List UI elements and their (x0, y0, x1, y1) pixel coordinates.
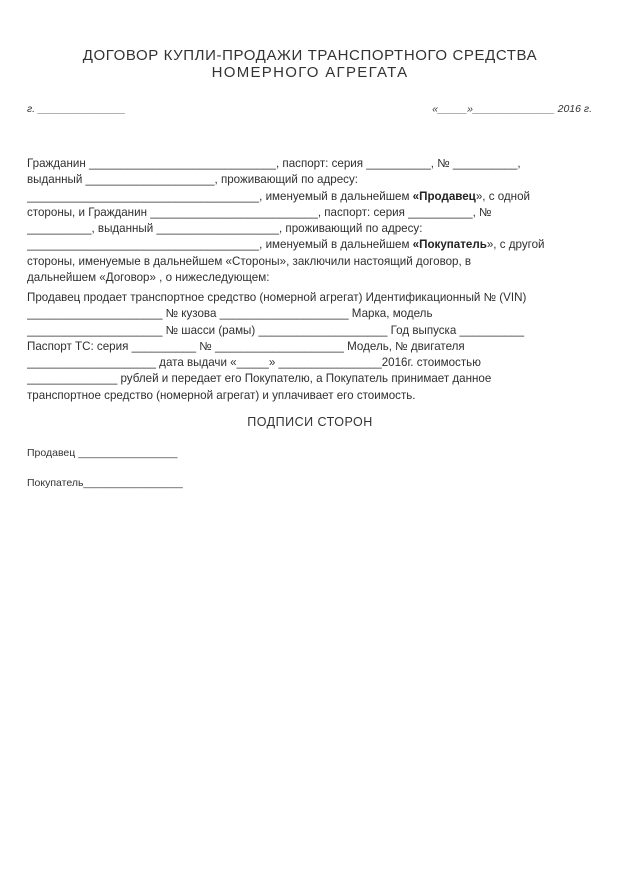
parties-line-part: ____________________________________, именуемый в дальнейшем (27, 238, 413, 252)
parties-line: ____________________________________, именуемый в дальнейшем «Покупатель», с другой (27, 238, 545, 252)
subject-line: Продавец продает транспортное средство (номерной агрегат) Идентификационный № (VIN) (27, 291, 527, 304)
parties-line-part: », с одной (475, 189, 531, 203)
parties-line-part: », с другой (486, 238, 545, 252)
seller-role: Продавец (419, 189, 476, 203)
document-title (0, 47, 620, 81)
subject-line: транспортное средство (номерной агрегат) и уплачивает его стоимость. (27, 388, 416, 402)
parties-line: ____________________________________, именуемый в дальнейшем «Продавец», с одной (27, 189, 531, 203)
date-field: «_____»______________ 2016 г. (432, 103, 592, 115)
title-line-1: ДОГОВОР КУПЛИ-ПРОДАЖИ ТРАНСПОРТНОГО СРЕДСТВА (82, 47, 538, 64)
subject-paragraph (27, 290, 587, 404)
parties-line: выданный ____________________, проживающий по адресу: (27, 173, 358, 187)
subject-line: ______________ рублей и передает его Покупателю, а Покупатель принимает данное (27, 372, 492, 386)
seller-signature-line: Продавец _________________ (27, 447, 178, 459)
subject-line: ____________________ дата выдачи «_____» ________________2016г. стоимостью (27, 356, 481, 370)
parties-line: __________, выданный ___________________, проживающий по адресу: (27, 222, 423, 236)
buyer-signature-line: Покупатель_________________ (27, 477, 183, 489)
city-field: г. _______________ (27, 103, 126, 115)
parties-line: дальнейшем «Договор» , о нижеследующем: (27, 271, 270, 285)
subject-line: Паспорт ТС: серия __________ № ____________________ Модель, № двигателя (27, 339, 465, 353)
parties-line: Гражданин _____________________________, паспорт: серия __________, № __________, (27, 157, 521, 170)
parties-paragraph (27, 156, 587, 286)
buyer-role: Покупатель (419, 238, 487, 252)
signatures-heading: ПОДПИСИ СТОРОН (247, 415, 373, 429)
parties-line: стороны, и Гражданин __________________________, паспорт: серия __________, № (27, 205, 492, 219)
subject-line: _____________________ № кузова ____________________ Марка, модель (27, 307, 433, 321)
subject-line: _____________________ № шасси (рамы) ____________________ Год выпуска __________ (27, 323, 525, 337)
parties-line-part: ____________________________________, именуемый в дальнейшем (27, 189, 413, 203)
parties-line: стороны, именуемые в дальнейшем «Стороны», заключили настоящий договор, в (27, 254, 472, 268)
title-line-2: НОМЕРНОГО АГРЕГАТА (211, 64, 409, 81)
